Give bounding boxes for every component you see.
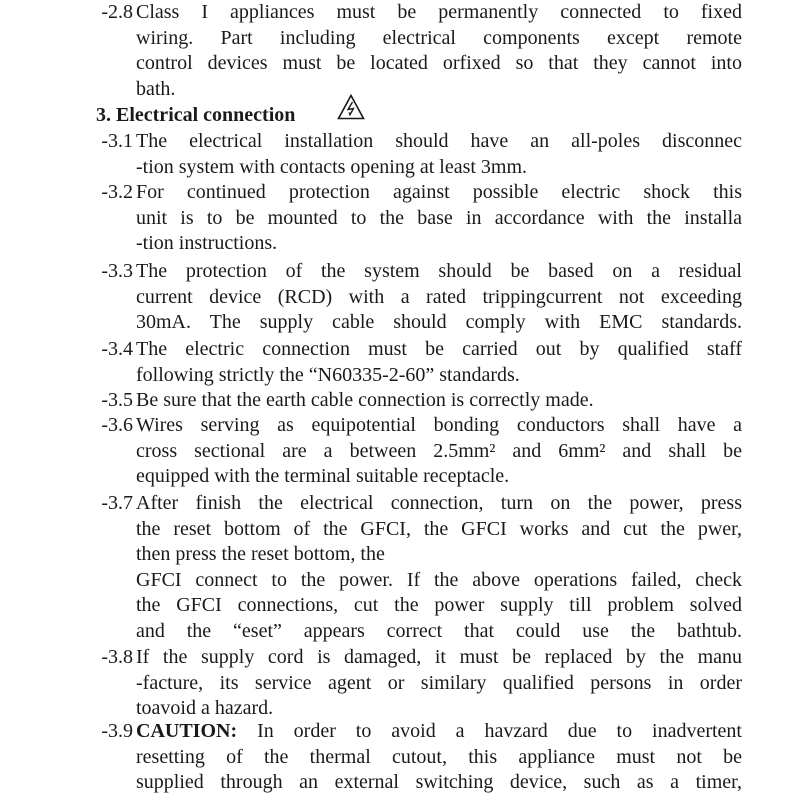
text-line: unit is to be mounted to the base in accordance with the installa <box>136 206 742 229</box>
item-number: -3.6 <box>101 414 133 436</box>
text-line: cross sectional are a between 2.5mm² and 6mm² and shall be <box>136 439 742 462</box>
text-line: toavoid a hazard. <box>136 697 274 719</box>
text-line: The electrical installation should have an all-poles disconnec <box>136 130 742 152</box>
text-line: If the supply cord is damaged, it must be replaced by the manu <box>136 646 742 668</box>
section-heading: 3. Electrical connection <box>96 104 296 126</box>
text-line: current device (RCD) with a rated trippingcurrent not exceeding <box>136 285 742 308</box>
item-text <box>136 180 742 257</box>
item-number: -3.1 <box>101 130 133 152</box>
text-line: -tion system with contacts opening at least 3mm. <box>136 155 528 178</box>
item-text <box>136 388 742 414</box>
text-line: resetting of the thermal cutout, this appliance must not be <box>136 745 742 768</box>
text-line: The protection of the system should be based on a residual <box>136 260 742 282</box>
item-number: -2.8 <box>101 1 133 23</box>
item-number: -3.2 <box>101 181 133 203</box>
text-line: For continued protection against possible electric shock this <box>136 181 742 203</box>
text-line: control devices must be located orfixed so that they cannot into <box>136 52 742 74</box>
item-text <box>136 259 742 336</box>
item-number: -3.5 <box>101 389 133 411</box>
text-line: Class I appliances must be permanently connected to fixed <box>136 1 742 23</box>
text-line: following strictly the “N60335-2-60” standards. <box>136 363 520 386</box>
text-line: wiring. Part including electrical components except remote <box>136 26 742 49</box>
text-line <box>136 719 742 745</box>
text-line: 30mA. The supply cable should comply with EMC standards. <box>136 311 742 333</box>
text-line: and the “eset” appears correct that could use the bathtub. <box>136 619 742 642</box>
item-number: -3.7 <box>101 492 133 514</box>
caution-text: In order to avoid a havzard due to inadvertent <box>237 720 742 742</box>
text-line: GFCI connect to the power. If the above operations failed, check <box>136 568 742 591</box>
caution-label: CAUTION: <box>136 720 238 742</box>
item-number: -3.8 <box>101 646 133 668</box>
item-number: -3.4 <box>101 338 133 360</box>
item-text <box>136 491 742 644</box>
text-line: After finish the electrical connection, turn on the power, press <box>136 492 742 514</box>
text-line: bath. <box>136 77 176 100</box>
text-line: then press the reset bottom, the <box>136 543 385 565</box>
text-line: Wires serving as equipotential bonding conductors shall have a <box>136 414 742 436</box>
item-text <box>136 337 742 388</box>
item-text <box>136 719 742 796</box>
text-line: The electric connection must be carried out by qualified staff <box>136 338 742 360</box>
text-line: Be sure that the earth cable connection is correctly made. <box>136 389 594 411</box>
item-text <box>136 0 742 102</box>
item-text <box>136 129 742 180</box>
item-number: -3.9 <box>101 720 133 742</box>
text-line: the GFCI connections, cut the power supply till problem solved <box>136 594 742 616</box>
item-number: -3.3 <box>101 260 133 282</box>
item-text <box>136 645 742 722</box>
text-line: equipped with the terminal suitable receptacle. <box>136 465 510 487</box>
text-line: -tion instructions. <box>136 232 278 254</box>
text-line: the reset bottom of the GFCI, the GFCI works and cut the pwer, <box>136 517 742 540</box>
text-line: supplied through an external switching device, such as a timer, <box>136 771 742 793</box>
high-voltage-warning-icon <box>337 94 365 120</box>
item-text <box>136 413 742 490</box>
text-line: -facture, its service agent or similary qualified persons in order <box>136 671 742 694</box>
